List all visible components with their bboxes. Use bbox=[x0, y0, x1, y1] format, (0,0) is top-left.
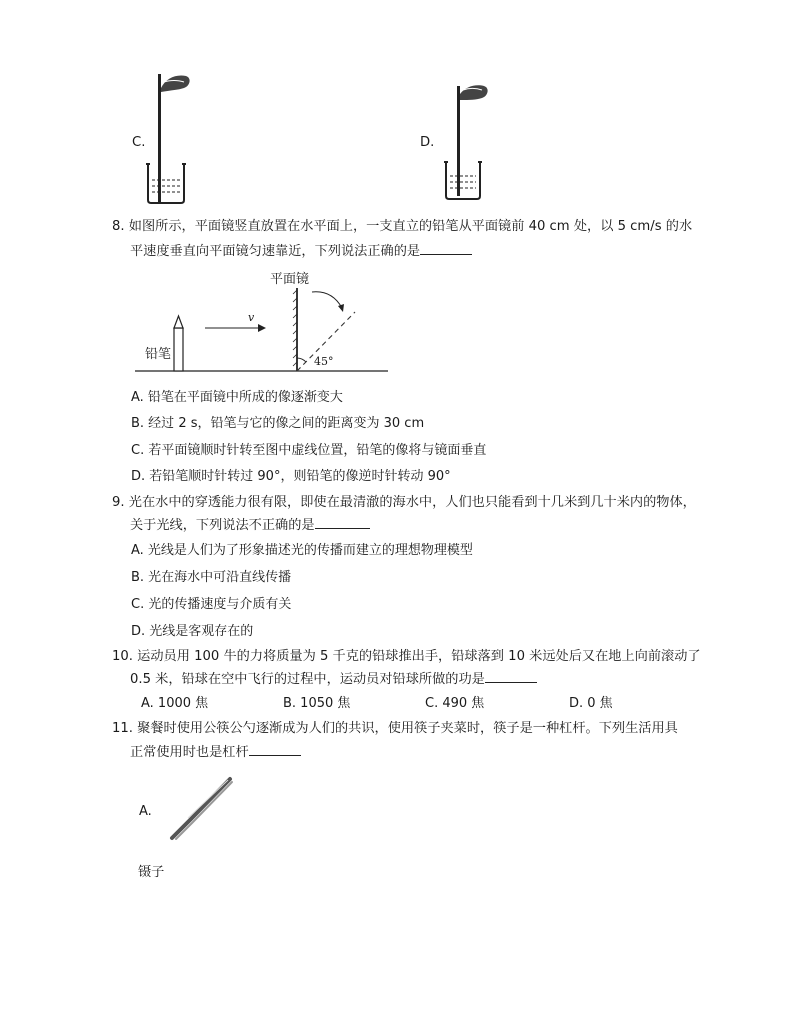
mirror-label: 平面镜 bbox=[270, 272, 310, 287]
q10-option-b[interactable]: B. 1050 焦 bbox=[283, 696, 351, 711]
q10-option-c[interactable]: C. 490 焦 bbox=[425, 696, 485, 711]
q9-stem-line2 bbox=[130, 513, 370, 539]
q8-stem-line2 bbox=[130, 239, 472, 265]
q8-option-d[interactable]: D. 若铅笔顺时针转过 90°，则铅笔的像逆时针转动 90° bbox=[131, 469, 451, 484]
velocity-label: v bbox=[248, 311, 255, 324]
mirror-pencil-diagram bbox=[130, 282, 390, 377]
q8-option-b[interactable]: B. 经过 2 s，铅笔与它的像之间的距离变为 30 cm bbox=[131, 416, 425, 431]
q10-stem-line2 bbox=[130, 667, 537, 693]
figure-c-stand-beaker bbox=[140, 68, 200, 208]
q11-answer-blank bbox=[249, 741, 301, 756]
angle-label: 45° bbox=[314, 355, 334, 368]
figure-d-label: D. bbox=[420, 135, 435, 150]
pencil-label: 铅笔 bbox=[145, 347, 172, 362]
figure-c-label: C. bbox=[132, 135, 146, 150]
q8-answer-blank bbox=[420, 240, 472, 255]
q9-answer-blank bbox=[315, 514, 370, 529]
q8-stem-text: 平速度垂直向平面镜匀速靠近，下列说法正确的是 bbox=[130, 244, 421, 259]
q9-option-c[interactable]: C. 光的传播速度与介质有关 bbox=[131, 597, 292, 612]
tweezers-image bbox=[160, 776, 236, 842]
q8-option-a[interactable]: A. 铅笔在平面镜中所成的像逐渐变大 bbox=[131, 390, 343, 405]
q11-option-a-caption: 镊子 bbox=[138, 865, 165, 880]
q9-stem-text: 关于光线，下列说法不正确的是 bbox=[130, 518, 315, 533]
q9-stem-line1: 9. 光在水中的穿透能力很有限，即使在最清澈的海水中，人们也只能看到十几米到几十米内的物体， bbox=[112, 495, 696, 510]
q9-option-b[interactable]: B. 光在海水中可沿直线传播 bbox=[131, 570, 292, 585]
q9-option-d[interactable]: D. 光线是客观存在的 bbox=[131, 624, 254, 639]
q10-option-a[interactable]: A. 1000 焦 bbox=[141, 696, 209, 711]
q9-option-a[interactable]: A. 光线是人们为了形象描述光的传播而建立的理想物理模型 bbox=[131, 543, 473, 558]
q10-option-d[interactable]: D. 0 焦 bbox=[569, 696, 613, 711]
q10-stem-line1: 10. 运动员用 100 牛的力将质量为 5 千克的铅球推出手，铅球落到 10 米远处后又在地上向前滚动了 bbox=[112, 649, 701, 664]
q10-stem-text: 0.5 米，铅球在空中飞行的过程中，运动员对铅球所做的功是 bbox=[130, 672, 485, 687]
q11-stem-line1: 11. 聚餐时使用公筷公勺逐渐成为人们的共识，使用筷子夹菜时，筷子是一种杠杆。下列生活用具 bbox=[112, 721, 678, 736]
q11-stem-text: 正常使用时也是杠杆 bbox=[130, 745, 249, 760]
q11-option-a-label[interactable]: A. bbox=[139, 804, 152, 819]
q11-stem-line2 bbox=[130, 740, 301, 766]
q8-stem-line1: 8. 如图所示，平面镜竖直放置在水平面上，一支直立的铅笔从平面镜前 40 cm 处，以 5 cm/s 的水 bbox=[112, 219, 693, 234]
figure-d-stand-beaker bbox=[440, 80, 500, 205]
q10-answer-blank bbox=[485, 668, 537, 683]
q8-option-c[interactable]: C. 若平面镜顺时针转至图中虚线位置，铅笔的像将与镜面垂直 bbox=[131, 443, 487, 458]
